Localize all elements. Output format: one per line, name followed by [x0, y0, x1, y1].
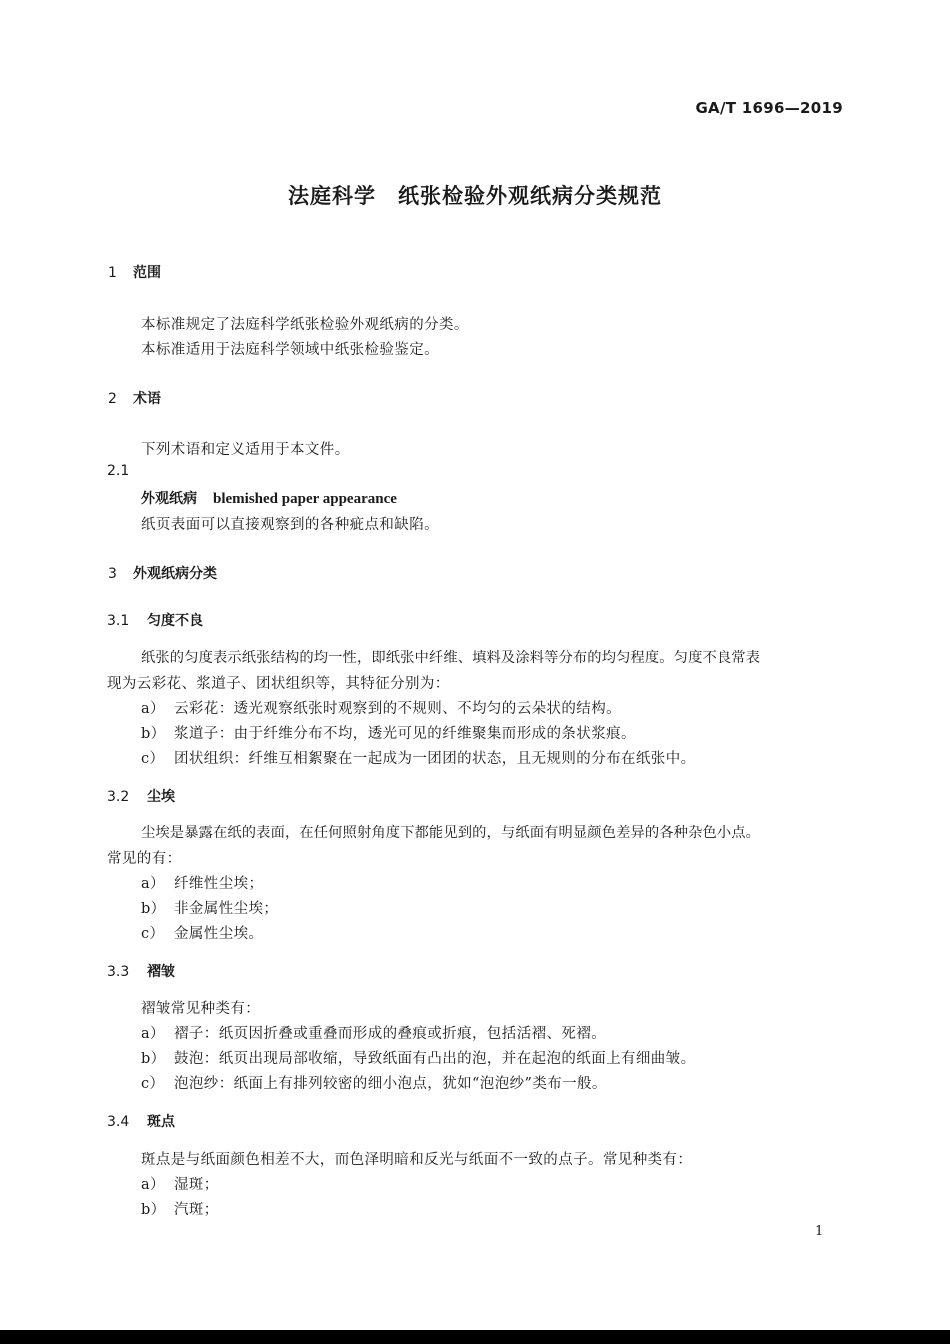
subsection-number: 3.3: [107, 964, 130, 980]
section-3-heading: [108, 563, 217, 583]
list-text: 纤维性尘埃；: [174, 876, 264, 892]
subsection-number: 2.1: [107, 463, 130, 479]
list-item: [141, 922, 263, 943]
list-label: b）: [141, 1051, 166, 1067]
list-text: 鼓泡：纸页出现局部收缩，导致纸面有凸出的泡，并在起泡的纸面上有细曲皱。: [174, 1051, 696, 1067]
list-label: c）: [141, 1076, 165, 1092]
list-text: 浆道子：由于纤维分布不均，透光可见的纤维聚集而形成的条状浆痕。: [174, 726, 636, 742]
paragraph: 斑点是与纸面颜色相差不大，而色泽明暗和反光与纸面不一致的点子。常见种类有：: [141, 1152, 693, 1168]
list-item: [141, 747, 696, 768]
section-1-heading: [108, 262, 161, 282]
list-item: [141, 722, 636, 743]
subsection-number: 3.1: [107, 613, 130, 629]
paragraph: 下列术语和定义适用于本文件。: [141, 442, 350, 458]
subsection-3-1-heading: [107, 610, 203, 630]
list-label: b）: [141, 1202, 166, 1218]
list-label: b）: [141, 901, 166, 917]
list-text: 金属性尘埃。: [174, 926, 264, 942]
paragraph-line: 现为云彩花、浆道子、团状组织等，其特征分别为：: [107, 676, 450, 692]
standard-number: GA/T 1696—2019: [695, 99, 843, 117]
section-title: 范围: [133, 265, 161, 281]
subsection-title: 匀度不良: [147, 613, 203, 629]
list-label: c）: [141, 926, 165, 942]
page-title: 法庭科学 纸张检验外观纸病分类规范: [288, 184, 662, 208]
term-english: blemished paper appearance: [213, 491, 397, 507]
list-text: 非金属性尘埃；: [174, 901, 279, 917]
subsection-3-2-heading: [107, 786, 175, 806]
subsection-title: 褶皱: [147, 964, 175, 980]
section-number: 3: [108, 566, 117, 582]
list-label: a）: [141, 1177, 165, 1193]
list-label: c）: [141, 751, 165, 767]
term-chinese: 外观纸病: [141, 491, 197, 507]
list-item: [141, 1072, 607, 1093]
bottom-border: [0, 1330, 950, 1344]
list-item: [141, 1173, 219, 1194]
section-number: 2: [108, 391, 117, 407]
subsection-3-4-heading: [107, 1111, 175, 1131]
section-title: 外观纸病分类: [133, 566, 217, 582]
subsection-title: 尘埃: [147, 789, 175, 805]
list-item: [141, 1047, 696, 1068]
list-label: b）: [141, 726, 166, 742]
list-text: 褶子：纸页因折叠或重叠而形成的叠痕或折痕，包括活褶、死褶。: [174, 1026, 607, 1042]
list-text: 汽斑；: [174, 1202, 219, 1218]
paragraph: 本标准适用于法庭科学领域中纸张检验鉴定。: [141, 342, 439, 358]
list-text: 云彩花：透光观察纸张时观察到的不规则、不均匀的云朵状的结构。: [174, 701, 621, 717]
list-item: [141, 1022, 606, 1043]
list-label: a）: [141, 1026, 165, 1042]
paragraph: 褶皱常见种类有：: [141, 1001, 261, 1017]
subsection-title: 斑点: [147, 1114, 175, 1130]
list-label: a）: [141, 876, 165, 892]
paragraph-line: 常见的有：: [107, 851, 182, 867]
paragraph: 本标准规定了法庭科学纸张检验外观纸病的分类。: [141, 317, 469, 333]
list-item: [141, 1198, 219, 1219]
paragraph-line: 尘埃是暴露在纸的表面，在任何照射角度下都能见到的，与纸面有明显颜色差异的各种杂色小点。: [141, 825, 761, 841]
list-item: [141, 697, 621, 718]
term-definition: 纸页表面可以直接观察到的各种疵点和缺陷。: [141, 517, 439, 533]
list-label: a）: [141, 701, 165, 717]
list-text: 团状组织：纤维互相絮聚在一起成为一团团的状态，且无规则的分布在纸张中。: [174, 751, 696, 767]
list-item: [141, 872, 263, 893]
list-item: [141, 897, 278, 918]
paragraph-line: 纸张的匀度表示纸张结构的均一性，即纸张中纤维、填料及涂料等分布的均匀程度。匀度不良常表: [141, 650, 761, 666]
subsection-number: 3.2: [107, 789, 130, 805]
list-text: 湿斑；: [174, 1177, 219, 1193]
subsection-number: 3.4: [107, 1114, 130, 1130]
section-2-heading: [108, 388, 161, 408]
section-title: 术语: [133, 391, 161, 407]
list-text: 泡泡纱：纸面上有排列较密的细小泡点，犹如“泡泡纱”类布一般。: [174, 1076, 607, 1092]
subsection-3-3-heading: [107, 961, 175, 981]
term-entry: [141, 488, 397, 508]
page-number: 1: [815, 1224, 824, 1239]
section-number: 1: [108, 265, 117, 281]
